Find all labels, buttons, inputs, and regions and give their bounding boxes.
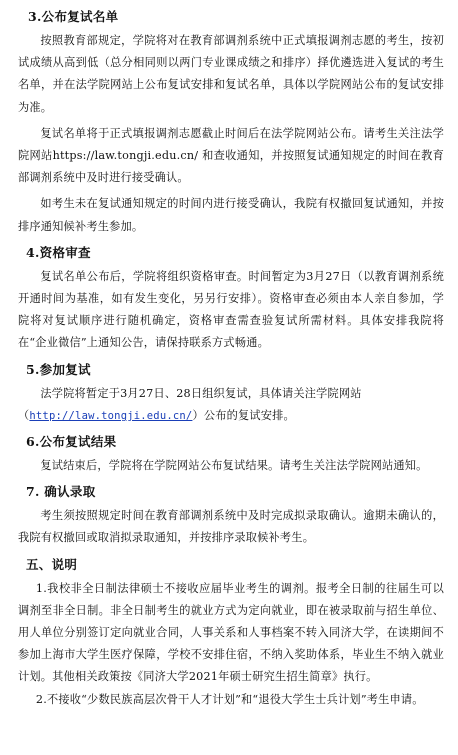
notes-paragraph-2: 2.不接收“少数民族高层次骨干人才计划”和“退役大学生士兵计划”考生申请。 [35,692,424,706]
section-4-heading: 4.资格审查 [26,244,91,260]
section-6-heading: 6.公布复试结果 [26,434,117,450]
section-3-paragraph-2: 复试名单将于正式填报调剂志愿截止时间后在法学院网站公布。请考生关注法学院网站https://law.tongji.edu.cn/ 和查收通知，并按照复试通知规定的时间在教育部调剂系统中及时进行接受确认。 [18,126,444,185]
section-5-text-after-link: ）公布的复试安排。 [192,408,295,422]
section-6-paragraph-1: 复试结束后，学院将在学院网站公布复试结果。请考生关注法学院网站通知。 [40,459,428,473]
notes-paragraph-1: 1.我校非全日制法律硕士不接收应届毕业考生的调剂。报考全日制的往届生可以调剂至非全日制。非全日制考生的就业方式为定向就业，即在被录取前与招生单位、用人单位分别签订定向就业合同，人事关系和人事档案不转入同济大学，在读期间不参加上海市大学生医疗保障，学校不安排住宿，不纳入奖助体系，毕业生不纳入就业计划。其他相关政策按《同济大学2021年硕士研究生招生简章》执行。 [18,581,444,684]
section-4-paragraph-1: 复试名单公布后，学院将组织资格审查。时间暂定为3月27日（以教育调剂系统开通时间为基准，如有发生变化，另另行安排）。资格审查必须由本人亲自参加，学院将对复试顺序进行随机确定，资格审查需查验复试所需材料。具体安排我院将在“企业微信”上通知公告，请保持联系方式畅通。 [18,269,444,350]
section-3-paragraph-3: 如考生未在复试通知规定的时间内进行接受确认，我院有权撤回复试通知，并按排序通知候补考生参加。 [18,197,444,233]
section-3-heading: 3.公布复试名单 [28,9,119,24]
section-5-heading: 5.参加复试 [26,361,91,377]
section-7-paragraph-1: 考生须按照规定时间在教育部调剂系统中及时完成拟录取确认。逾期未确认的，我院有权撤回或取消拟录取通知，并按排序录取候补考生。 [18,509,444,545]
section-5-text-before-link: 法学院将暂定于3月27日、28日组织复试，具体请关注学院网站 [40,386,362,400]
law-website-link[interactable]: http://law.tongji.edu.cn/ [29,409,193,422]
section-7-heading: 7. 确认录取 [26,484,96,500]
section-5-link-open-paren: （ [18,408,30,422]
section-3-paragraph-1: 按照教育部规定，学院将对在教育部调剂系统中正式填报调剂志愿的考生，按初试成绩从高到低（总分相同则以两门专业课成绩之和排序）择优遴选进入复试的考生名单，并在法学院网站上公布复试安排和复试名单，具体以学院网站公布的复试安排为准。 [18,34,444,114]
section-5-paragraph-1 [18,383,444,427]
notes-heading: 五、说明 [26,556,78,572]
